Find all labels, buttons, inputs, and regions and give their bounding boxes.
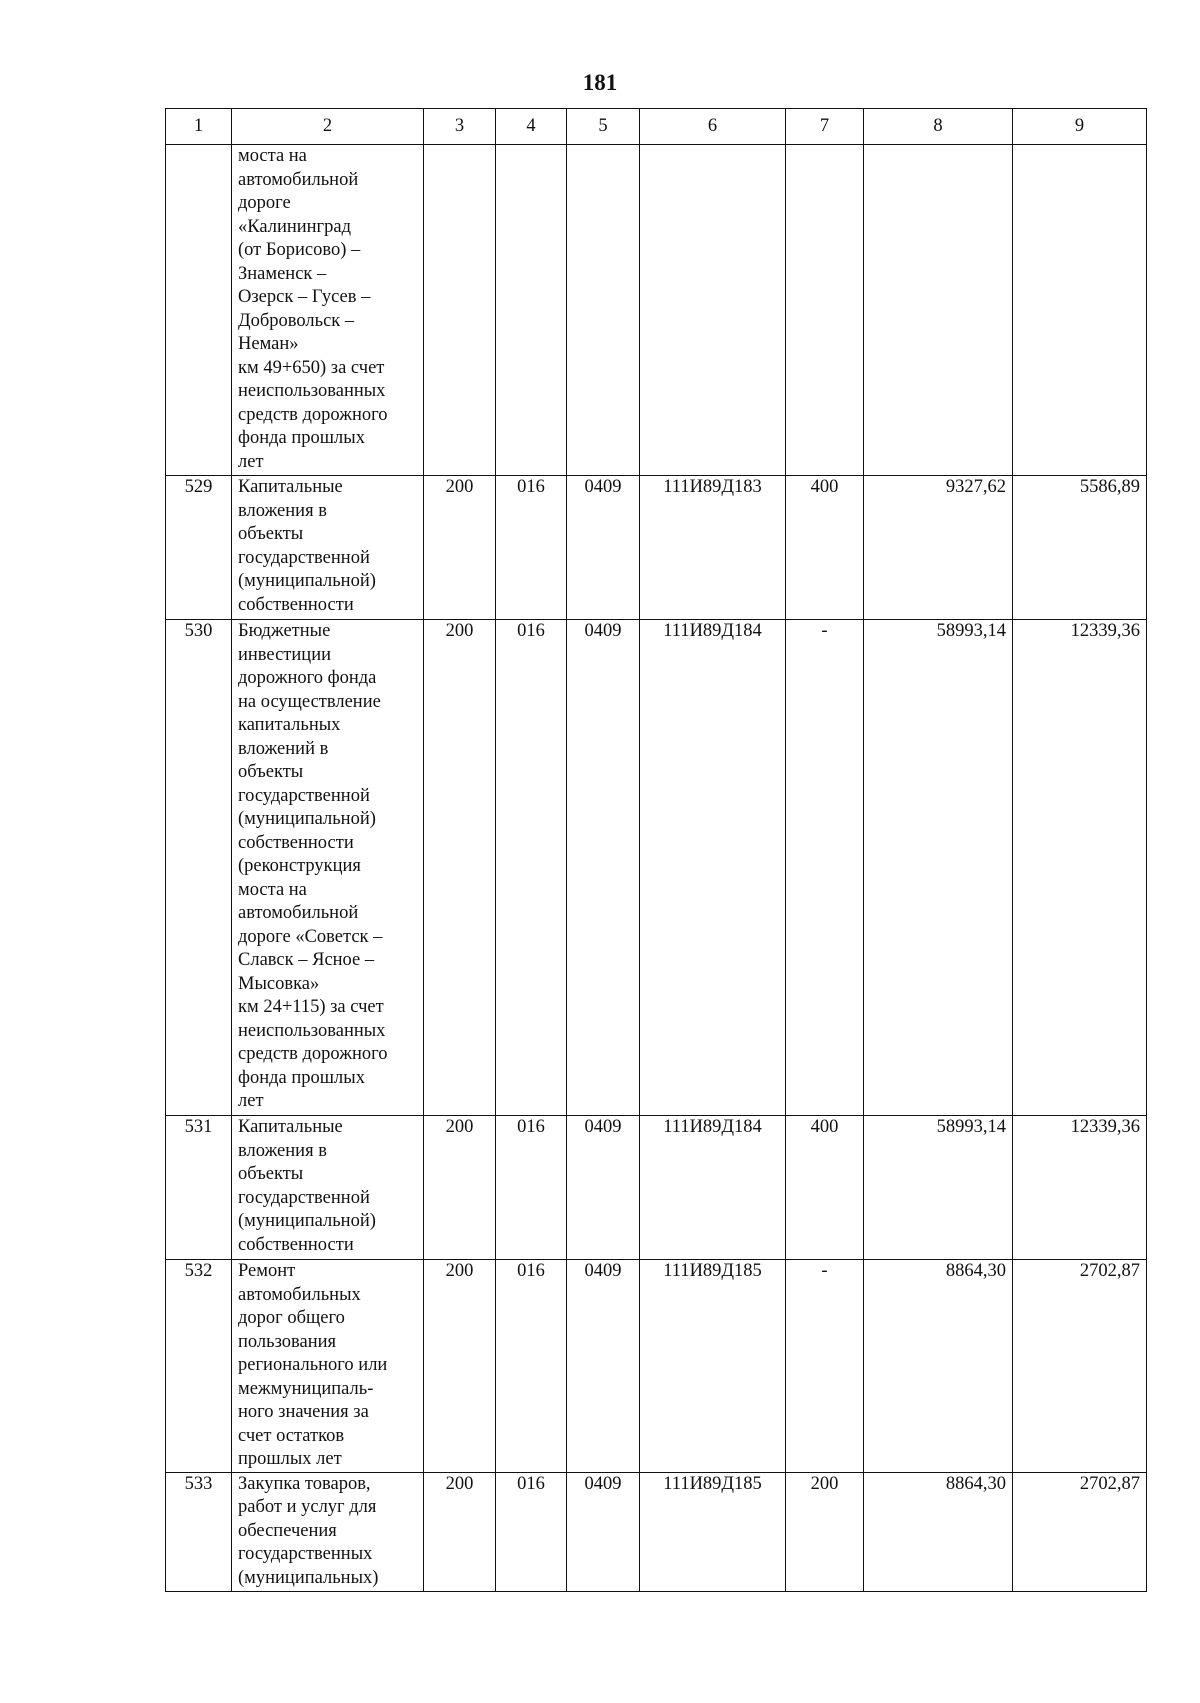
column-header-3: 3 xyxy=(424,109,496,145)
cell-col8: 9327,62 xyxy=(864,476,1013,620)
column-header-4: 4 xyxy=(496,109,567,145)
row-description xyxy=(232,1116,424,1260)
row-number xyxy=(166,145,232,476)
row-number: 532 xyxy=(166,1260,232,1473)
cell-col9: 2702,87 xyxy=(1013,1472,1147,1591)
cell-col3: 200 xyxy=(424,1472,496,1591)
cell-col7: 400 xyxy=(786,1116,864,1260)
cell-col4: 016 xyxy=(496,1472,567,1591)
cell-col5: 0409 xyxy=(567,476,640,620)
cell-col4: 016 xyxy=(496,476,567,620)
cell-col7: - xyxy=(786,620,864,1116)
cell-col7 xyxy=(786,145,864,476)
table-row xyxy=(166,1116,1147,1260)
row-description xyxy=(232,1260,424,1473)
row-description-text: Капитальные вложения в объекты государственной (муниципальной) собственности xyxy=(238,1117,376,1255)
cell-col4: 016 xyxy=(496,620,567,1116)
cell-col3: 200 xyxy=(424,476,496,620)
cell-col3: 200 xyxy=(424,1260,496,1473)
cell-col4: 016 xyxy=(496,1116,567,1260)
cell-col6: 111И89Д185 xyxy=(640,1260,786,1473)
cell-col8: 8864,30 xyxy=(864,1472,1013,1591)
page-number: 181 xyxy=(582,70,618,95)
row-number: 529 xyxy=(166,476,232,620)
row-number: 531 xyxy=(166,1116,232,1260)
cell-col9: 2702,87 xyxy=(1013,1260,1147,1473)
column-header-6: 6 xyxy=(640,109,786,145)
row-description xyxy=(232,620,424,1116)
cell-col8: 58993,14 xyxy=(864,620,1013,1116)
column-header-2: 2 xyxy=(232,109,424,145)
cell-col6: 111И89Д184 xyxy=(640,620,786,1116)
cell-col9: 12339,36 xyxy=(1013,1116,1147,1260)
cell-col9: 5586,89 xyxy=(1013,476,1147,620)
row-description-text: Бюджетные инвестиции дорожного фонда на осуществление капитальных вложений в объекты государственной (муниципальной) собственности (реконструкция моста на автомобильной дороге «Советск – Славск – Ясное – Мысовка» км 24+115) за счет неиспользованных средств дорожного фонда прошлых лет xyxy=(238,621,388,1111)
cell-col6: 111И89Д184 xyxy=(640,1116,786,1260)
column-header-5: 5 xyxy=(567,109,640,145)
cell-col5: 0409 xyxy=(567,1472,640,1591)
header-row xyxy=(166,109,1147,145)
cell-col9: 12339,36 xyxy=(1013,620,1147,1116)
cell-col3 xyxy=(424,145,496,476)
cell-col6: 111И89Д185 xyxy=(640,1472,786,1591)
cell-col6 xyxy=(640,145,786,476)
table-row xyxy=(166,620,1147,1116)
table-row xyxy=(166,1260,1147,1473)
cell-col4: 016 xyxy=(496,1260,567,1473)
column-header-7: 7 xyxy=(786,109,864,145)
row-description xyxy=(232,476,424,620)
cell-col7: 200 xyxy=(786,1472,864,1591)
row-description-text: Капитальные вложения в объекты государственной (муниципальной) собственности xyxy=(238,477,376,615)
column-header-9: 9 xyxy=(1013,109,1147,145)
cell-col7: - xyxy=(786,1260,864,1473)
cell-col5: 0409 xyxy=(567,1116,640,1260)
row-number: 530 xyxy=(166,620,232,1116)
cell-col5 xyxy=(567,145,640,476)
row-description-text: Закупка товаров, работ и услуг для обеспечения государственных (муниципальных) xyxy=(238,1473,379,1588)
table-row xyxy=(166,476,1147,620)
row-number: 533 xyxy=(166,1472,232,1591)
row-description xyxy=(232,1472,424,1591)
cell-col5: 0409 xyxy=(567,620,640,1116)
table-row xyxy=(166,1472,1147,1591)
budget-table xyxy=(165,108,1147,1592)
row-description xyxy=(232,145,424,476)
row-description-text: Ремонт автомобильных дорог общего пользования регионального или межмуниципаль- ного значения за счет остатков прошлых лет xyxy=(238,1261,388,1469)
cell-col8 xyxy=(864,145,1013,476)
column-header-1: 1 xyxy=(166,109,232,145)
cell-col8: 8864,30 xyxy=(864,1260,1013,1473)
column-header-8: 8 xyxy=(864,109,1013,145)
cell-col3: 200 xyxy=(424,620,496,1116)
cell-col9 xyxy=(1013,145,1147,476)
cell-col7: 400 xyxy=(786,476,864,620)
cell-col3: 200 xyxy=(424,1116,496,1260)
cell-col8: 58993,14 xyxy=(864,1116,1013,1260)
cell-col5: 0409 xyxy=(567,1260,640,1473)
table-row xyxy=(166,145,1147,476)
cell-col6: 111И89Д183 xyxy=(640,476,786,620)
cell-col4 xyxy=(496,145,567,476)
row-description-text: моста на автомобильной дороге «Калининград (от Борисово) – Знаменск – Озерск – Гусев – Добровольск – Неман» км 49+650) за счет неиспользованных средств дорожного фонда прошлых лет xyxy=(238,146,388,472)
